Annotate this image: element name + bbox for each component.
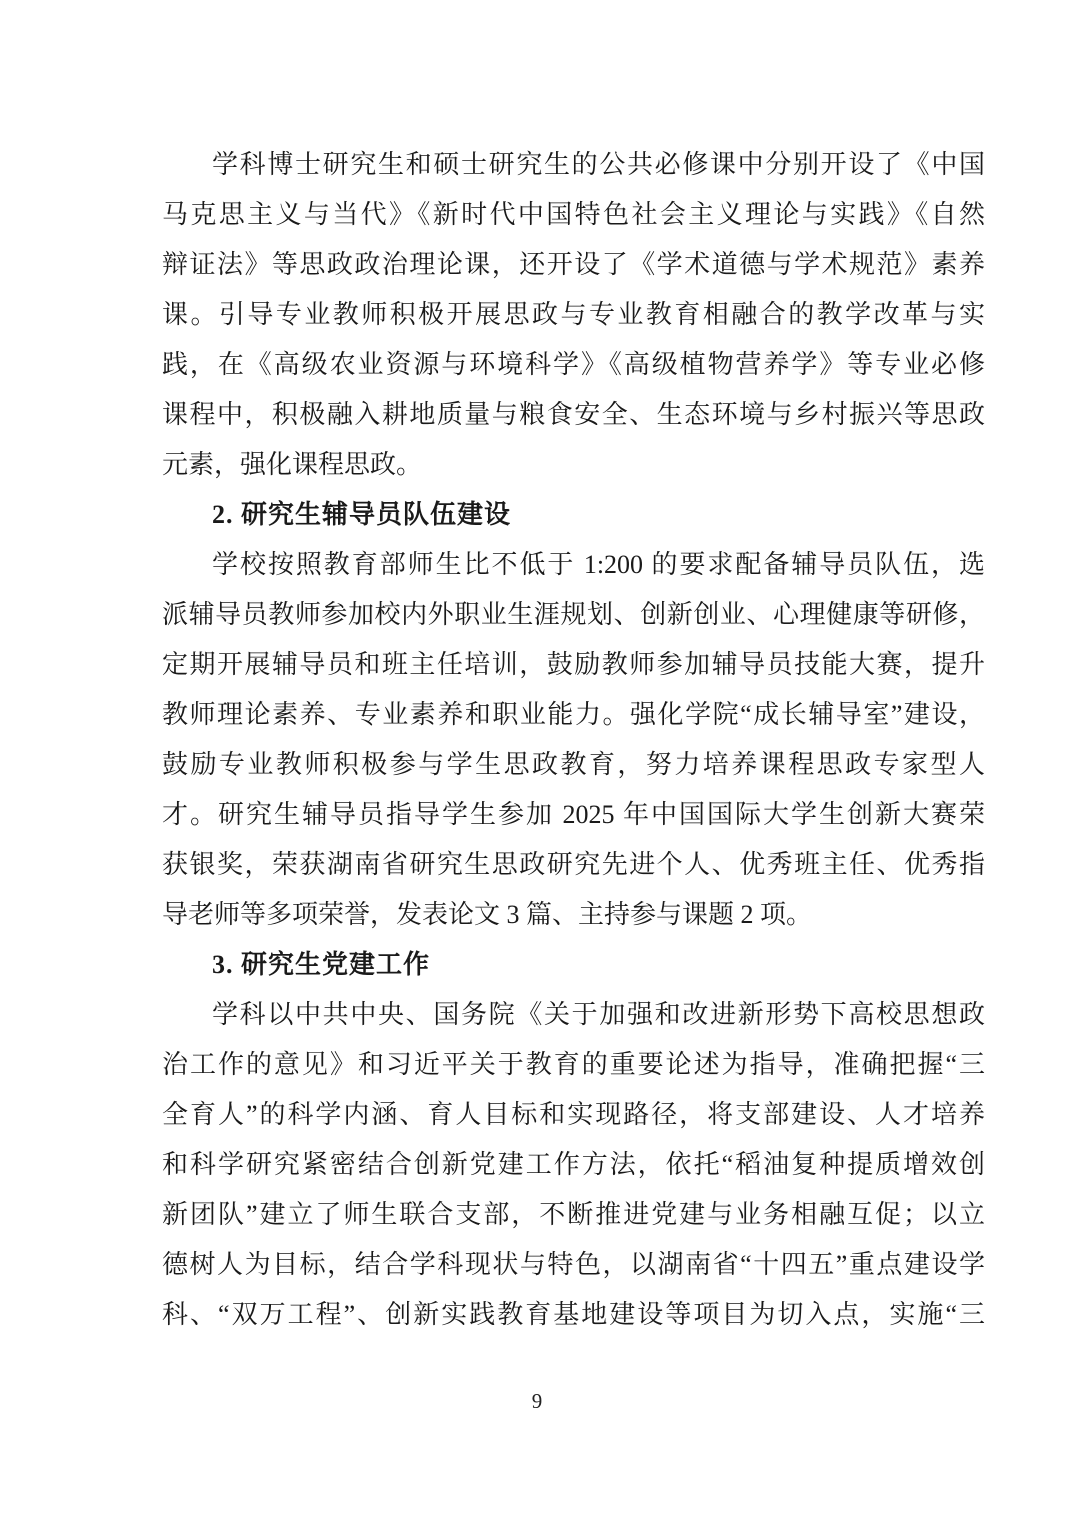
text-line: 践，在《高级农业资源与环境科学》《高级植物营养学》等专业必修 (162, 350, 985, 379)
text-line: 新团队”建立了师生联合支部，不断推进党建与业务相融互促；以立 (162, 1200, 985, 1229)
text-line: 获银奖，荣获湖南省研究生思政研究先进个人、优秀班主任、优秀指 (162, 850, 985, 879)
text-line: 治工作的意见》和习近平关于教育的重要论述为指导，准确把握“三 (162, 1050, 985, 1079)
text-line: 2. 研究生辅导员队伍建设 (212, 500, 512, 529)
paragraph (162, 540, 985, 940)
text-line: 和科学研究紧密结合创新党建工作方法，依托“稻油复种提质增效创 (162, 1150, 985, 1179)
text-line: 才。研究生辅导员指导学生参加 2025 年中国国际大学生创新大赛荣 (162, 800, 985, 829)
text-line: 教师理论素养、专业素养和职业能力。强化学院“成长辅导室”建设， (162, 700, 985, 729)
text-line: 学科以中共中央、国务院《关于加强和改进新形势下高校思想政 (212, 1000, 985, 1029)
text-line: 定期开展辅导员和班主任培训，鼓励教师参加辅导员技能大赛，提升 (162, 650, 985, 679)
text-line: 马克思主义与当代》《新时代中国特色社会主义理论与实践》《自然 (162, 200, 985, 229)
text-line: 学校按照教育部师生比不低于 1:200 的要求配备辅导员队伍，选 (212, 550, 985, 579)
paragraph (162, 990, 985, 1340)
text-line: 学科博士研究生和硕士研究生的公共必修课中分别开设了《中国 (212, 150, 985, 179)
section-heading (162, 940, 985, 990)
text-line: 导老师等多项荣誉，发表论文 3 篇、主持参与课题 2 项。 (162, 900, 813, 929)
text-line: 3. 研究生党建工作 (212, 950, 431, 979)
text-line: 课。引导专业教师积极开展思政与专业教育相融合的教学改革与实 (162, 300, 985, 329)
text-line: 元素，强化课程思政。 (162, 450, 423, 479)
text-line: 德树人为目标，结合学科现状与特色，以湖南省“十四五”重点建设学 (162, 1250, 985, 1279)
text-line: 科、“双万工程”、创新实践教育基地建设等项目为切入点，实施“三 (162, 1300, 985, 1329)
text-line: 鼓励专业教师积极参与学生思政教育，努力培养课程思政专家型人 (162, 750, 985, 779)
page-number: 9 (531, 1389, 543, 1413)
text-line: 全育人”的科学内涵、育人目标和实现路径，将支部建设、人才培养 (162, 1100, 985, 1129)
text-line: 课程中，积极融入耕地质量与粮食安全、生态环境与乡村振兴等思政 (162, 400, 985, 429)
text-line: 派辅导员教师参加校内外职业生涯规划、创新创业、心理健康等研修， (162, 600, 985, 629)
section-heading (162, 490, 985, 540)
text-line: 辩证法》等思政政治理论课，还开设了《学术道德与学术规范》素养 (162, 250, 985, 279)
document-body (162, 140, 985, 1340)
paragraph (162, 140, 985, 490)
